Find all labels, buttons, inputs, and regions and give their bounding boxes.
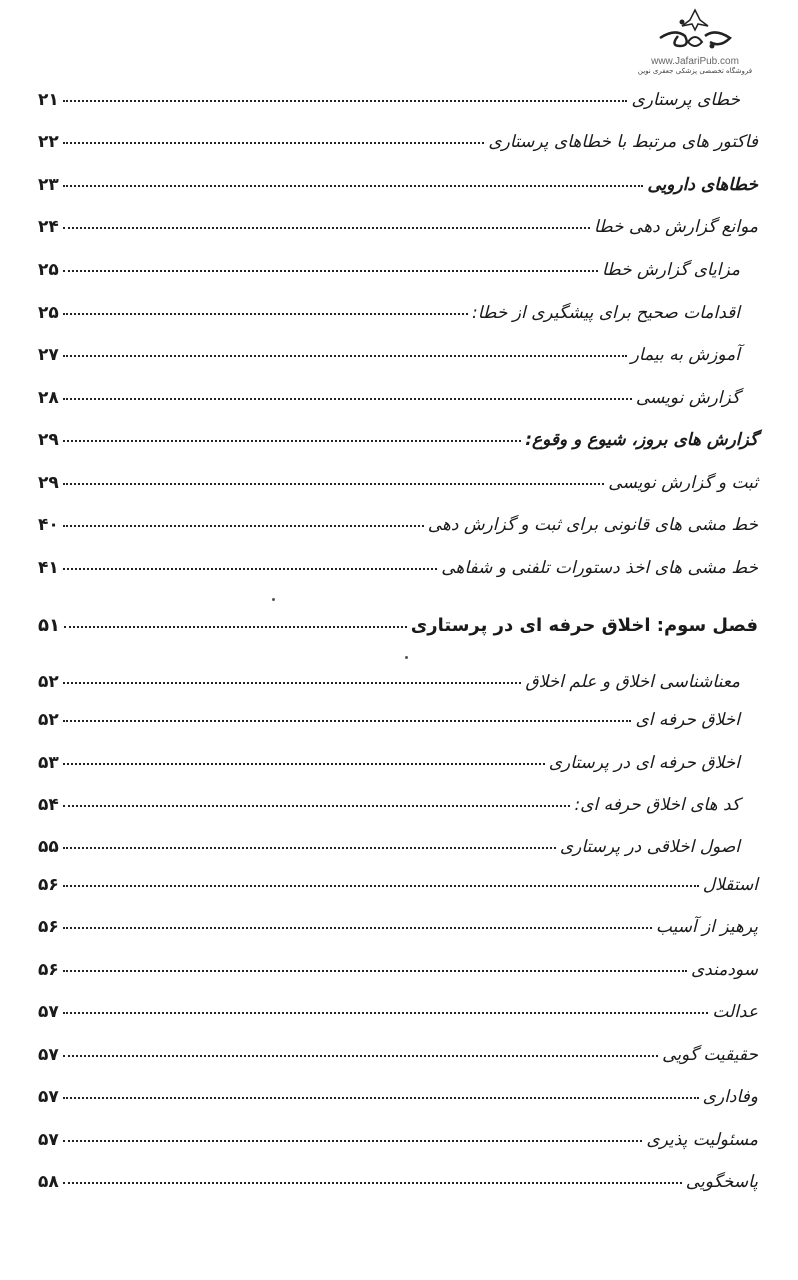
- toc-entry-title: اخلاق حرفه ای: [635, 710, 740, 730]
- dot-leader: [63, 185, 644, 187]
- toc-entry: [38, 1045, 758, 1075]
- toc-entry-title: عدالت: [712, 1002, 758, 1022]
- toc-entry: [38, 1130, 758, 1160]
- toc-entry-page: ۵۲: [38, 672, 59, 692]
- toc-entry-page: ۲۳: [38, 175, 59, 195]
- toc-entry: [38, 795, 740, 825]
- toc-entry-page: ۲۱: [38, 90, 59, 110]
- dot-leader: [63, 525, 424, 527]
- toc-entry: [38, 917, 758, 947]
- toc-entry: [38, 132, 758, 162]
- toc-entry: [38, 615, 758, 645]
- toc-entry-page: ۴۰: [38, 515, 59, 535]
- toc-entry-page: ۵۷: [38, 1002, 59, 1022]
- toc-entry-page: ۵۶: [38, 960, 59, 980]
- dot-leader: [63, 270, 598, 272]
- toc-entry-title: سودمندی: [690, 960, 758, 980]
- toc-entry-page: ۲۹: [38, 473, 59, 493]
- toc-entry-title: مسئولیت پذیری: [646, 1130, 758, 1150]
- dot-leader: [63, 720, 632, 722]
- dot-leader: [63, 1012, 709, 1014]
- toc-entry-page: ۴۱: [38, 558, 59, 578]
- toc-entry-page: ۵۷: [38, 1130, 59, 1150]
- toc-entry-page: ۲۴: [38, 217, 59, 237]
- toc-entry-title: فصل سوم: اخلاق حرفه ای در پرستاری: [410, 615, 758, 636]
- toc-entry: [38, 875, 758, 905]
- dot-leader: [63, 227, 590, 229]
- toc-entry: [38, 473, 758, 503]
- toc-entry: [38, 1002, 758, 1032]
- toc-entry-page: ۲۷: [38, 345, 59, 365]
- toc-entry: [38, 1087, 758, 1117]
- dot-leader: [63, 355, 627, 357]
- toc-entry: [38, 260, 740, 290]
- toc-entry: [38, 430, 758, 460]
- toc-entry-title: خط مشی های اخذ دستورات تلفنی و شفاهی: [441, 558, 758, 578]
- toc-entry-page: ۵۴: [38, 795, 59, 815]
- toc-entry-title: خطاهای دارویی: [647, 175, 758, 195]
- toc-entry-title: فاکتور های مرتبط با خطاهای پرستاری: [488, 132, 758, 152]
- dot-leader: [64, 626, 407, 628]
- toc-entry: [38, 217, 758, 247]
- publisher-url: www.JafariPub.com: [651, 56, 739, 67]
- dot-leader: [63, 1097, 699, 1099]
- toc-entry-page: ۲۵: [38, 303, 59, 323]
- toc-entry: [38, 1172, 758, 1202]
- toc-entry-page: ۲۲: [38, 132, 59, 152]
- toc-entry-title: استقلال: [702, 875, 758, 895]
- toc-entry-page: ۵۵: [38, 837, 59, 857]
- dot-leader: [63, 805, 571, 807]
- toc-entry-page: ۵۶: [38, 917, 59, 937]
- dot-leader: [63, 682, 522, 684]
- toc-entry: [38, 672, 740, 702]
- toc-entry-title: آموزش به بیمار: [630, 345, 740, 365]
- dot-leader: [63, 1055, 658, 1057]
- dot-leader: [63, 1140, 643, 1142]
- toc-entry-page: ۵۶: [38, 875, 59, 895]
- toc-entry-page: ۵۳: [38, 753, 59, 773]
- toc-entry-title: اقدامات صحیح برای پیشگیری از خطا:: [472, 303, 740, 323]
- toc-entry-page: ۵۲: [38, 710, 59, 730]
- toc-entry-page: ۵۱: [38, 615, 60, 636]
- toc-entry: [38, 515, 758, 545]
- dot-leader: [63, 568, 437, 570]
- toc-entry: [38, 837, 740, 867]
- store-name: فروشگاه تخصصی پزشکی جعفری نوین: [637, 67, 753, 75]
- toc-entry: [38, 960, 758, 990]
- toc-entry-title: گزارش های بروز، شیوع و وقوع:: [525, 430, 758, 450]
- toc-entry: [38, 90, 740, 120]
- toc-entry-page: ۵۷: [38, 1045, 59, 1065]
- dot-leader: [63, 847, 556, 849]
- dot-leader: [63, 1182, 682, 1184]
- toc-entry: [38, 388, 740, 418]
- toc-entry-title: اخلاق حرفه ای در پرستاری: [548, 753, 740, 773]
- toc-entry: [38, 753, 740, 783]
- toc-entry-title: وفاداری: [702, 1087, 758, 1107]
- dot-leader: [63, 927, 652, 929]
- toc-entry-page: ۲۹: [38, 430, 59, 450]
- dot-leader: [63, 885, 699, 887]
- toc-entry-title: گزارش نویسی: [635, 388, 740, 408]
- toc-entry-title: کد های اخلاق حرفه ای:: [574, 795, 740, 815]
- toc-entry-page: ۵۷: [38, 1087, 59, 1107]
- toc-entry-title: پاسخگویی: [685, 1172, 758, 1192]
- dot-leader: [63, 763, 545, 765]
- toc-entry: [38, 710, 740, 740]
- toc-entry-title: معناشناسی اخلاق و علم اخلاق: [525, 672, 740, 692]
- toc-entry-title: خط مشی های قانونی برای ثبت و گزارش دهی: [427, 515, 758, 535]
- toc-entry-title: اصول اخلاقی در پرستاری: [559, 837, 740, 857]
- toc-entry-title: مزایای گزارش خطا: [601, 260, 740, 280]
- dot-leader: [63, 142, 485, 144]
- dot-leader: [63, 970, 687, 972]
- toc-entry-title: حقیقیت گویی: [662, 1045, 758, 1065]
- toc-entry: [38, 175, 758, 205]
- toc-entry-title: ثبت و گزارش نویسی: [608, 473, 758, 493]
- toc-entry: [38, 345, 740, 375]
- toc-entry-title: موانع گزارش دهی خطا: [593, 217, 758, 237]
- dot-leader: [63, 483, 605, 485]
- dot-leader: [63, 398, 632, 400]
- dot-leader: [63, 100, 628, 102]
- dot-leader: [63, 440, 521, 442]
- toc-entry-page: ۲۸: [38, 388, 59, 408]
- speck: [272, 598, 275, 601]
- toc-entry-page: ۵۸: [38, 1172, 59, 1192]
- toc-entry: [38, 558, 758, 588]
- speck: [405, 656, 408, 659]
- calligraphy-logo-icon: [650, 6, 740, 56]
- toc-entry-page: ۲۵: [38, 260, 59, 280]
- toc-entry-title: پرهیز از آسیب: [655, 917, 758, 937]
- toc-entry: [38, 303, 740, 333]
- publisher-logo: [620, 6, 770, 75]
- toc-entry-title: خطای پرستاری: [631, 90, 740, 110]
- dot-leader: [63, 313, 468, 315]
